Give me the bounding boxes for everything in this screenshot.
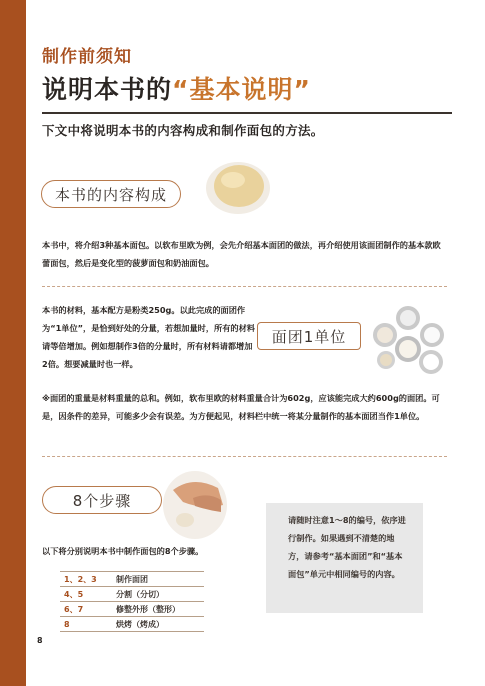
step-name: 烘烤（烤成） (116, 619, 164, 629)
chapter-sidebar (0, 0, 26, 686)
section-divider (42, 456, 447, 457)
intro-divider (42, 112, 452, 114)
section3-title: 8个步骤 (42, 486, 162, 514)
step-name: 修整外形（整形） (116, 604, 180, 614)
header-subtitle: 制作前须知 (42, 47, 132, 67)
section1-paragraph: 本书中，将介绍3种基本面包。以软布里欧为例，会先介绍基本面团的做法，再介绍使用该面团制作的基本款欧蕾面包，然后是变化型的菠萝面包和奶油面包。 (42, 240, 441, 268)
dough-ball-image (205, 158, 271, 214)
section-divider (42, 286, 447, 287)
intro-text: 下文中将说明本书的内容构成和制作面包的方法。 (42, 123, 324, 138)
section2-paragraph: 本书的材料，基本配方是粉类250g。以此完成的面团作为“1单位”，是恰到好处的分量，若想加量时，所有的材料请等倍增加。例如想制作3倍的分量时，所有材料请都增加2倍。想要减量时也一样。 (42, 305, 255, 369)
section2-note: ※面团的重量是材料重量的总和。例如，软布里欧的材料重量合计为602g，应该能完成大约600g的面团。可是，因条件的差异，可能多少会有误差。为方便起见，材料栏中统一将某分量制作的基本面团当作1单位。 (42, 393, 440, 421)
step-number: 4、5 (64, 589, 84, 599)
section1-title: 本书的内容构成 (41, 180, 181, 208)
step-name: 制作面团 (116, 574, 148, 584)
page-title (42, 70, 311, 106)
title-highlight: “基本说明” (172, 75, 311, 104)
ingredients-image (368, 305, 448, 380)
dough-unit-label: 面团1单位 (257, 322, 361, 350)
page-number: 8 (37, 636, 43, 645)
hands-shaping-image (163, 470, 228, 540)
step-row (60, 571, 204, 587)
step-row (60, 587, 204, 602)
step-number: 1、2、3 (64, 574, 97, 584)
steps-table (60, 571, 204, 632)
note-text: 请随时注意1～8的编号，依序进行制作。如果遇到不清楚的地方，请参考“基本面团”和“基本面包”单元中相同编号的内容。 (288, 515, 406, 579)
step-row (60, 617, 204, 632)
step-row (60, 602, 204, 617)
step-number: 6、7 (64, 604, 84, 614)
step-number: 8 (64, 619, 70, 629)
title-main: 说明本书的 (42, 75, 173, 104)
step-name: 分割（分切） (116, 589, 164, 599)
section3-paragraph: 以下将分别说明本书中制作面包的8个步骤。 (42, 546, 204, 556)
